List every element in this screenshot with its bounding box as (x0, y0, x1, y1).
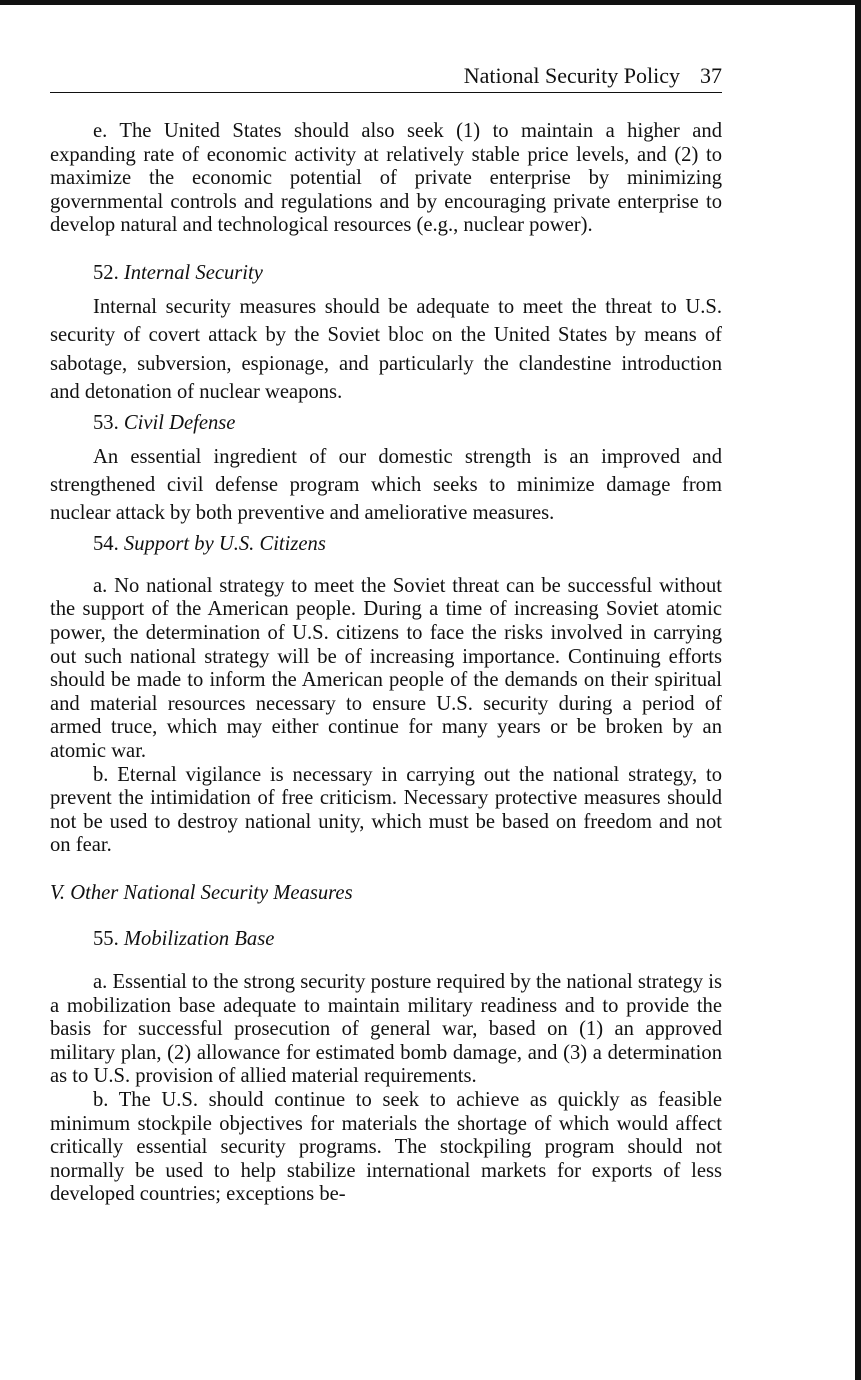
heading-55 (50, 927, 722, 951)
heading-53 (50, 411, 722, 435)
heading-54 (50, 532, 722, 556)
paragraph-53-body: An essential ingredient of our domestic strength is an improved and strengthened civil defense program which seeks to minimize damage from nuclear attack by both preventive and ameliorative measures. (50, 445, 722, 525)
paragraph-54-a: a. No national strategy to meet the Soviet threat can be successful without the support of the American people. During a time of increasing Soviet atomic power, the determination of U.S. citizens to face the risks involved in carrying out such national strategy will be of increasing importance. Continuing efforts should be made to inform the American people of the demands on their spiritual and material resources necessary to ensure U.S. security during a period of armed truce, which may either continue for many years or be broken by an atomic war. (50, 574, 722, 762)
heading-52-number: 52. (93, 261, 119, 284)
heading-55-number: 55. (93, 927, 119, 950)
running-head-title: National Security Policy (463, 63, 680, 88)
heading-54-title: Support by U.S. Citizens (123, 532, 326, 555)
paragraph-e: e. The United States should also seek (1) to maintain a higher and expanding rate of economic activity at relatively stable price levels, and (2) to maximize the economic potential of private enterprise by minimizing governmental controls and regulations and by encouraging private enterprise to develop natural and technological resources (e.g., nuclear power). (50, 120, 722, 237)
page-number: 37 (700, 63, 722, 88)
heading-52-title: Internal Security (123, 261, 263, 284)
paragraph-54-b: b. Eternal vigilance is necessary in carrying out the national strategy, to prevent the intimidation of free criticism. Necessary protective measures should not be used to destroy national unity, which must be based on freedom and not on fear. (50, 763, 722, 857)
heading-53-title: Civil Defense (123, 411, 236, 434)
document-page (50, 62, 722, 1207)
section-v-heading: V. Other National Security Measures (50, 881, 353, 904)
scan-right-border (855, 0, 861, 1380)
paragraph-55-b: b. The U.S. should continue to seek to achieve as quickly as feasible minimum stockpile objectives for materials the shortage of which would affect critically essential security programs. The stockpiling program should not normally be used to help stabilize international markets for exports of less developed countries; exceptions be- (50, 1088, 722, 1206)
running-head (50, 62, 722, 93)
paragraph-55-a: a. Essential to the strong security posture required by the national strategy is a mobilization base adequate to maintain military readiness and to provide the basis for successful prosecution of general war, based on (1) an approved military plan, (2) allowance for estimated bomb damage, and (3) a determination as to U.S. provision of allied material requirements. (50, 970, 722, 1088)
heading-53-number: 53. (93, 411, 119, 434)
heading-55-title: Mobilization Base (123, 927, 275, 950)
heading-52 (50, 261, 722, 285)
heading-54-number: 54. (93, 532, 119, 555)
paragraph-52-body: Internal security measures should be adequate to meet the threat to U.S. security of covert attack by the Soviet bloc on the United States by means of sabotage, subversion, espionage, and particularly the clandestine introduction and detonation of nuclear weapons. (50, 295, 722, 404)
scan-top-border (0, 0, 861, 5)
